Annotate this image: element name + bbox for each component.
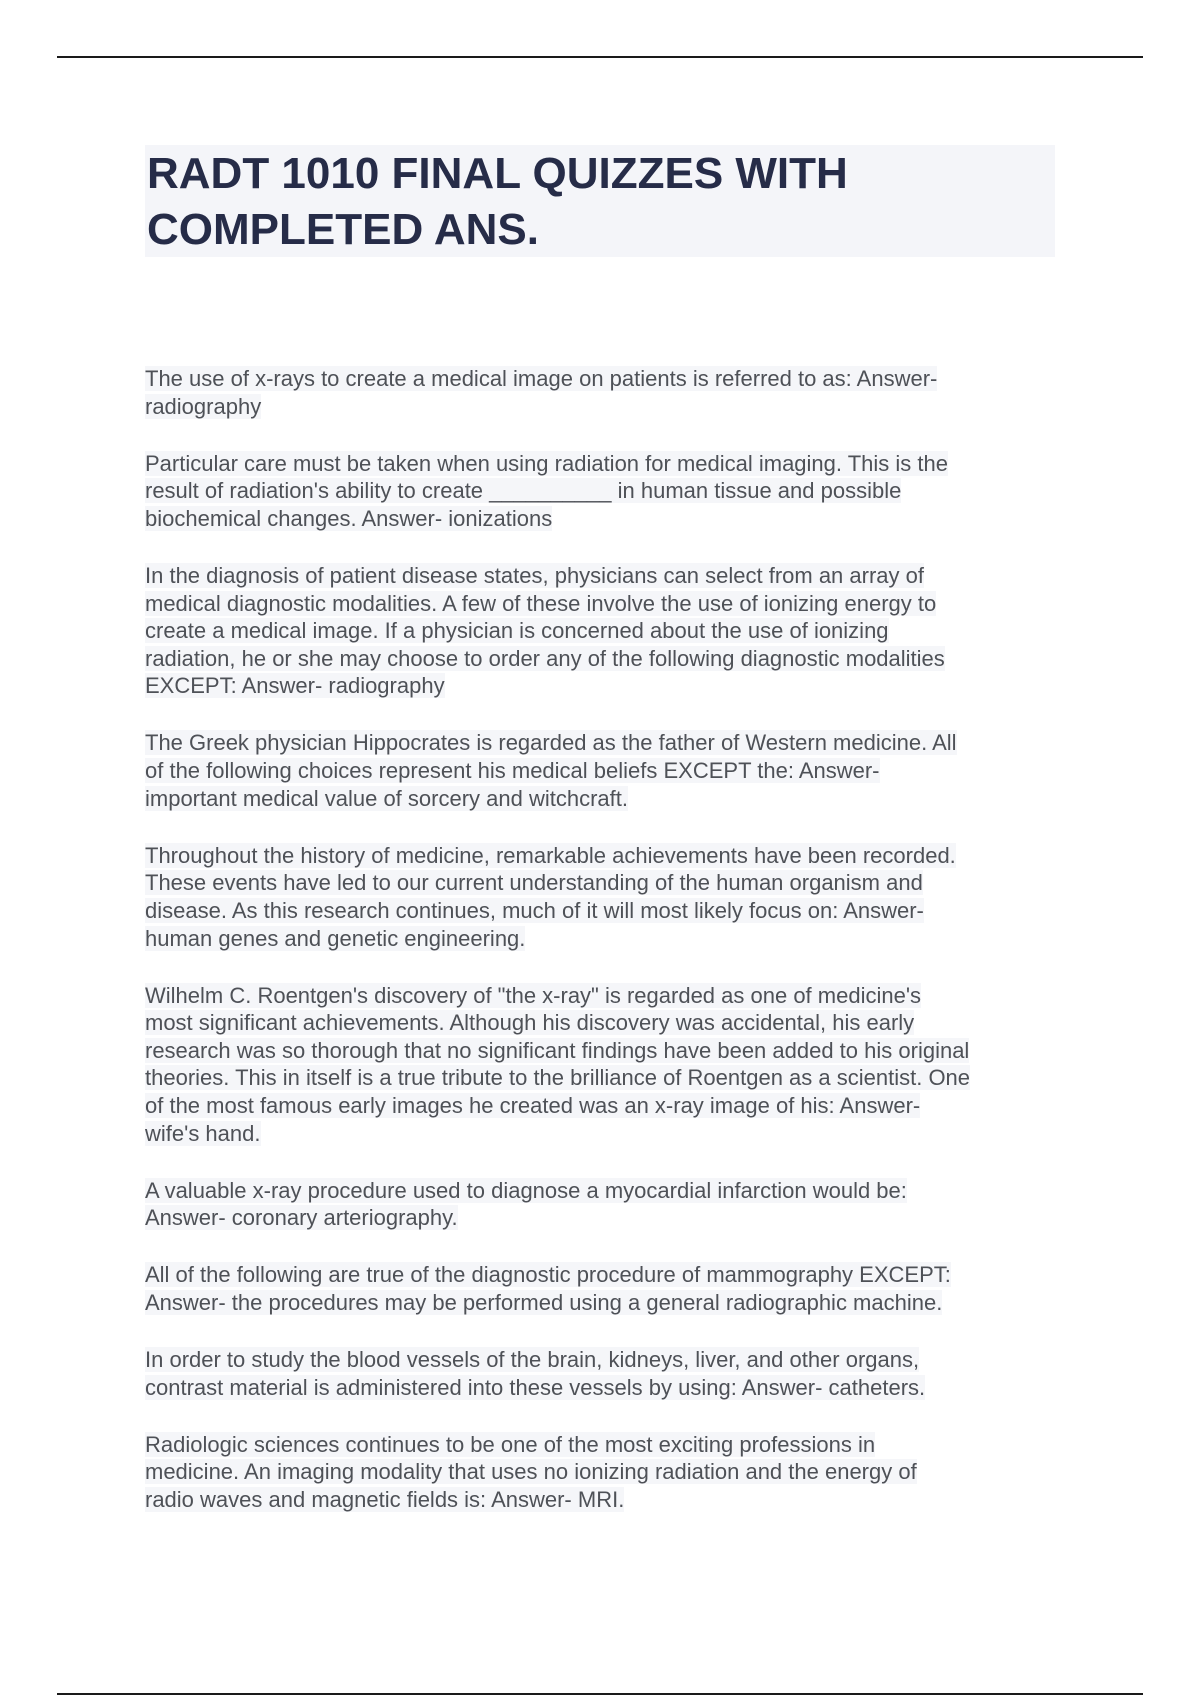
question-item-2 [145, 450, 1065, 533]
question-text: The Greek physician Hippocrates is regarded as the father of Western medicine. All of the following choices represent his medical beliefs EXCEPT the: Answer- important medical value of sorcery and witchcraft. [145, 730, 957, 811]
question-text: The use of x-rays to create a medical image on patients is referred to as: Answer- radiography [145, 366, 938, 419]
question-item-5 [145, 842, 1065, 952]
question-list [145, 365, 1065, 1543]
question-item-4 [145, 729, 1065, 812]
document-title: RADT 1010 FINAL QUIZZES WITH COMPLETED ANS. [147, 149, 848, 254]
question-text: Radiologic sciences continues to be one of the most exciting professions in medicine. An imaging modality that uses no ionizing radiation and the energy of radio waves and magnetic fields is: Answer- MRI. [145, 1431, 917, 1512]
question-text: In the diagnosis of patient disease states, physicians can select from an array of medical diagnostic modalities. A few of these involve the use of ionizing energy to create a medical image. If a physician is concerned about the use of ionizing radiation, he or she may choose to order any of the following diagnostic modalities EXCEPT: Answer- radiography [145, 562, 945, 699]
question-item-3 [145, 562, 1065, 700]
question-text: A valuable x-ray procedure used to diagnose a myocardial infarction would be: Answer- coronary arteriography. [145, 1177, 907, 1231]
question-item-7 [145, 1177, 1065, 1232]
question-text: Throughout the history of medicine, remarkable achievements have been recorded. These events have led to our current understanding of the human organism and disease. As this research continues, much of it will most likely focus on: Answer- human genes and genetic engineering. [145, 842, 956, 951]
title-block [145, 145, 1055, 257]
question-text: Particular care must be taken when using radiation for medical imaging. This is the result of radiation's ability to create __________ in human tissue and possible biochemical changes. Answer- ionizations [145, 450, 948, 531]
question-item-6 [145, 982, 1065, 1148]
question-item-8 [145, 1261, 1065, 1316]
question-item-10 [145, 1431, 1065, 1514]
header-rule [57, 56, 1143, 58]
question-item-9 [145, 1346, 1065, 1401]
question-text: All of the following are true of the diagnostic procedure of mammography EXCEPT: Answer- the procedures may be performed using a general radiographic machine. [145, 1262, 951, 1315]
footer-rule [57, 1693, 1143, 1695]
question-text: In order to study the blood vessels of the brain, kidneys, liver, and other organs, contrast material is administered into these vessels by using: Answer- catheters. [145, 1347, 926, 1400]
question-text: Wilhelm C. Roentgen's discovery of "the x-ray" is regarded as one of medicine's most significant achievements. Although his discovery was accidental, his early research was so thorough that no significant findings have been added to his original theories. This in itself is a true tribute to the brilliance of Roentgen as a scientist. One of the most famous early images he created was an x-ray image of his: Answer- wife's hand. [145, 982, 971, 1146]
question-item-1 [145, 365, 1065, 420]
